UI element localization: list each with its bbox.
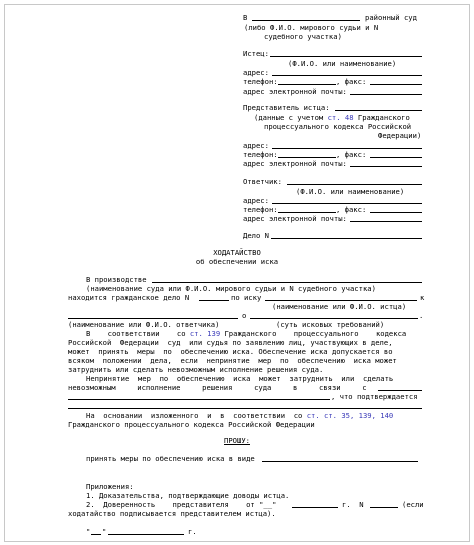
attachment-2-line-2: ходатайство подписывается представителем истца).	[68, 509, 276, 518]
p1-note3b: (суть исковых требований)	[276, 320, 385, 329]
defendant-address-label: адрес:	[243, 196, 269, 205]
p1-suit: по иску	[231, 293, 262, 302]
p3-line-1: Непринятие мер по обеспечению иска может затруднить или сделать	[86, 374, 394, 383]
rep-note-3: Федерации)	[378, 131, 422, 140]
court-note-1: (либо Ф.И.О. мирового судьи и N	[244, 23, 379, 32]
p2-line-4: всяком положении дела, если непринятие мер по обеспечению иска может	[68, 356, 397, 365]
plaintiff-email-blank	[350, 94, 422, 95]
attachment-2-n: г. N	[342, 500, 364, 509]
date-open-quote: "	[86, 527, 91, 536]
p1-defendant-blank	[68, 318, 238, 319]
rep-label: Представитель истца:	[243, 103, 330, 112]
plaintiff-fax-label: , факс:	[336, 77, 367, 86]
p3-reason-blank	[378, 390, 422, 391]
p3-line-3: , что подтверждается	[331, 392, 418, 401]
date-close-quote: "	[102, 527, 107, 536]
attachment-2: 2. Доверенность представителя от "__"	[86, 500, 277, 509]
attachment-2-date-blank	[292, 507, 338, 508]
rep-phone-label: телефон:	[243, 150, 278, 159]
p1-note: (наименование суда или Ф.И.О. мирового судьи и N судебного участка)	[86, 284, 376, 293]
attachment-2-if: (если	[402, 500, 424, 509]
request-line: принять меры по обеспечению иска в виде	[86, 454, 255, 463]
attachment-2-number-blank	[370, 507, 398, 508]
case-label: Дело N	[243, 231, 269, 240]
p1-dot: .	[419, 311, 424, 320]
p3-line-2: невозможным исполнение решения суда в связи с	[68, 383, 367, 392]
request-blank	[262, 461, 418, 462]
rep-email-blank	[350, 166, 422, 167]
plaintiff-email-label: адрес электронной почты:	[243, 87, 347, 96]
attachment-1: 1. Доказательства, подтверждающие доводы истца.	[86, 491, 290, 500]
p1-court-blank	[152, 282, 422, 283]
p2-line-1: В соответствии со ст. 139 Гражданского процессуального кодекса	[86, 329, 407, 338]
p1-start: В производстве	[86, 275, 147, 284]
court-suffix: районный суд	[365, 13, 417, 22]
date-month-year-blank	[108, 534, 184, 535]
p2-line-5: затруднить или сделать невозможным исполнение решения суда.	[68, 365, 324, 374]
rep-blank	[335, 110, 422, 111]
p4-line-2: Гражданского процессуального кодекса Российской Федерации	[68, 420, 315, 429]
defendant-blank	[287, 184, 422, 185]
plaintiff-note: (Ф.И.О. или наименование)	[288, 59, 397, 68]
rep-note-link[interactable]: ст. 48	[327, 113, 354, 122]
plaintiff-label: Истец:	[243, 49, 269, 58]
p4-line-1: На основании изложенного и в соответствии со ст. ст. 35, 139, 140	[86, 411, 394, 420]
defendant-address-blank	[272, 203, 422, 204]
defendant-phone-blank	[278, 212, 336, 213]
plaintiff-address-label: адрес:	[243, 68, 269, 77]
p2-link[interactable]: ст. 139	[189, 329, 221, 338]
plaintiff-blank	[270, 56, 422, 57]
plaintiff-address-blank	[272, 75, 422, 76]
prosu-heading: ПРОШУ:	[224, 436, 250, 445]
defendant-phone-label: телефон:	[243, 205, 278, 214]
rep-fax-label: , факс:	[336, 150, 367, 159]
court-note-2: судебного участка)	[264, 32, 342, 41]
defendant-fax-blank	[370, 212, 422, 213]
doc-subtitle: об обеспечении иска	[195, 257, 279, 266]
p1-k: к	[420, 293, 425, 302]
date-year: г.	[188, 527, 197, 536]
rep-note-1: (данные с учетом ст. 48 Гражданского	[254, 113, 410, 122]
rep-fax-blank	[370, 157, 422, 158]
p2-line-3: может принять меры по обеспечению иска. Обеспечение иска допускается во	[68, 347, 393, 356]
defendant-fax-label: , факс:	[336, 205, 367, 214]
p1-claim-blank	[250, 318, 418, 319]
defendant-email-label: адрес электронной почты:	[243, 214, 347, 223]
rep-address-label: адрес:	[243, 141, 269, 150]
plaintiff-fax-blank	[370, 84, 422, 85]
p1-o: о	[242, 311, 247, 320]
plaintiff-phone-label: телефон:	[243, 77, 278, 86]
attachments-title: Приложения:	[86, 482, 134, 491]
date-day-blank	[91, 534, 101, 535]
p1-plaintiff-blank	[265, 300, 417, 301]
p4-link[interactable]: ст. ст. 35, 139, 140	[306, 411, 394, 420]
p1-note2: (наименование или Ф.И.О. истца)	[272, 302, 407, 311]
rep-phone-blank	[278, 157, 336, 158]
defendant-label: Ответчик:	[243, 177, 282, 186]
p3-proof-blank	[68, 408, 422, 409]
rep-note-2: процессуального кодекса Российской	[264, 122, 412, 131]
rep-email-label: адрес электронной почты:	[243, 159, 347, 168]
p1-note3a: (наименование или Ф.И.О. ответчика)	[68, 320, 220, 329]
court-prefix: В	[243, 13, 248, 22]
p1-case: находится гражданское дело N	[68, 293, 190, 302]
court-blank	[252, 20, 360, 21]
plaintiff-phone-blank	[278, 84, 336, 85]
p2-line-2: Российской Федерации суд или судья по заявлению лиц, участвующих в деле,	[68, 338, 393, 347]
rep-address-blank	[272, 148, 422, 149]
case-blank	[271, 238, 422, 239]
defendant-email-blank	[350, 221, 422, 222]
doc-title: ХОДАТАЙСТВО	[213, 248, 261, 257]
p1-case-blank	[199, 300, 229, 301]
defendant-note: (Ф.И.О. или наименование)	[296, 187, 405, 196]
p3-reason-blank-2	[68, 399, 330, 400]
